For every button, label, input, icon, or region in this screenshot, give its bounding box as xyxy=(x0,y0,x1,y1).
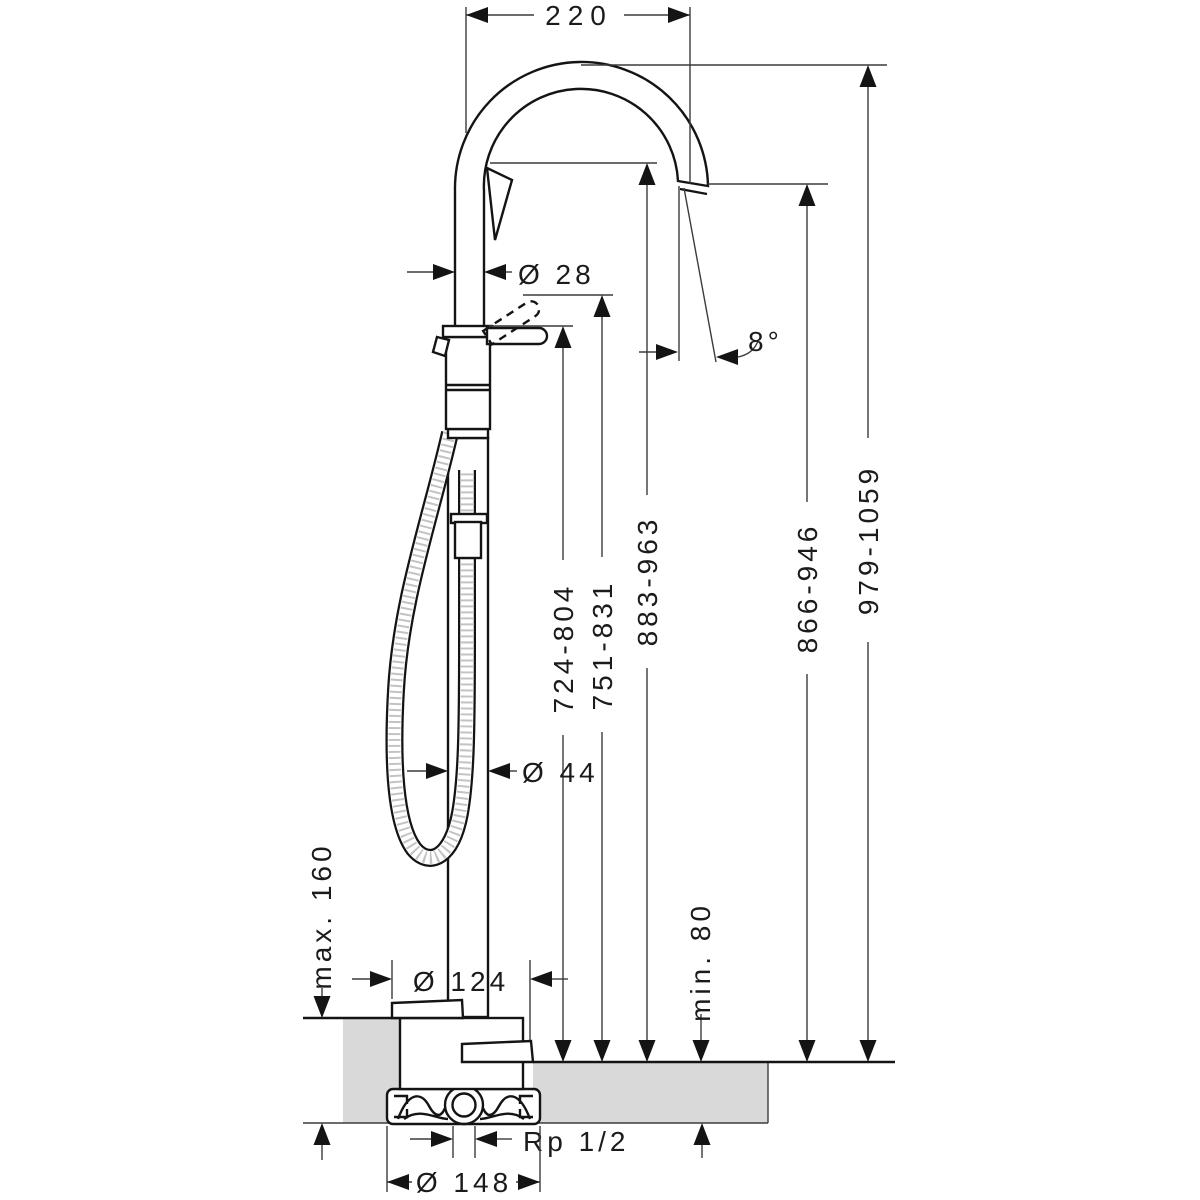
dim-label-spout-angle: 8° xyxy=(748,326,783,357)
dim-outlet-height xyxy=(792,184,823,1062)
dim-label-handle-raised-height: 751-831 xyxy=(587,579,618,711)
lever-handle xyxy=(487,328,547,344)
hand-shower-head xyxy=(487,168,512,240)
dim-label-thread-connection: Rp 1/2 xyxy=(523,1126,630,1157)
dim-flange-dia xyxy=(387,1126,540,1198)
inlet-port-thread xyxy=(453,1094,476,1117)
dim-shower-holder-height xyxy=(632,163,663,1062)
dim-thread-connection xyxy=(410,1126,630,1158)
arrow-left xyxy=(466,7,488,23)
mounting-flange xyxy=(387,1086,540,1124)
dim-spout-pipe-dia xyxy=(407,259,595,290)
body-lower-step xyxy=(448,429,488,438)
floor-slab-right xyxy=(533,1063,768,1123)
dim-label-shower-holder-height: 883-963 xyxy=(632,515,663,647)
hand-shower-grip xyxy=(455,522,481,558)
dim-total-height xyxy=(853,65,884,1062)
base-plate-right-half xyxy=(462,1041,533,1062)
dim-label-outlet-height: 866-946 xyxy=(792,522,823,654)
dim-spout-angle xyxy=(639,186,783,365)
dim-label-min-floor: min. 80 xyxy=(685,902,716,1022)
dim-label-riser-dia: Ø 44 xyxy=(522,757,599,788)
arrow-right xyxy=(668,7,690,23)
dim-label-spout-pipe-dia: Ø 28 xyxy=(518,259,595,290)
dim-label-max-floor: max. 160 xyxy=(306,842,337,990)
dim-riser-dia xyxy=(407,757,599,788)
dim-max-floor xyxy=(306,842,337,1160)
shower-holder-clip xyxy=(433,337,449,356)
dim-handle-height xyxy=(548,326,579,1062)
mixer-body xyxy=(446,337,490,429)
dim-label-handle-height: 724-804 xyxy=(548,582,579,714)
base-plate-left-half xyxy=(392,1000,463,1018)
dim-label-base-plate-dia: Ø 124 xyxy=(412,966,510,997)
dim-handle-raised-height xyxy=(587,295,618,1062)
dim-label-total-height: 979-1059 xyxy=(853,464,884,616)
dim-label-flange-dia: Ø 148 xyxy=(415,1167,513,1198)
dim-label-spout-reach: 220 xyxy=(545,0,613,31)
